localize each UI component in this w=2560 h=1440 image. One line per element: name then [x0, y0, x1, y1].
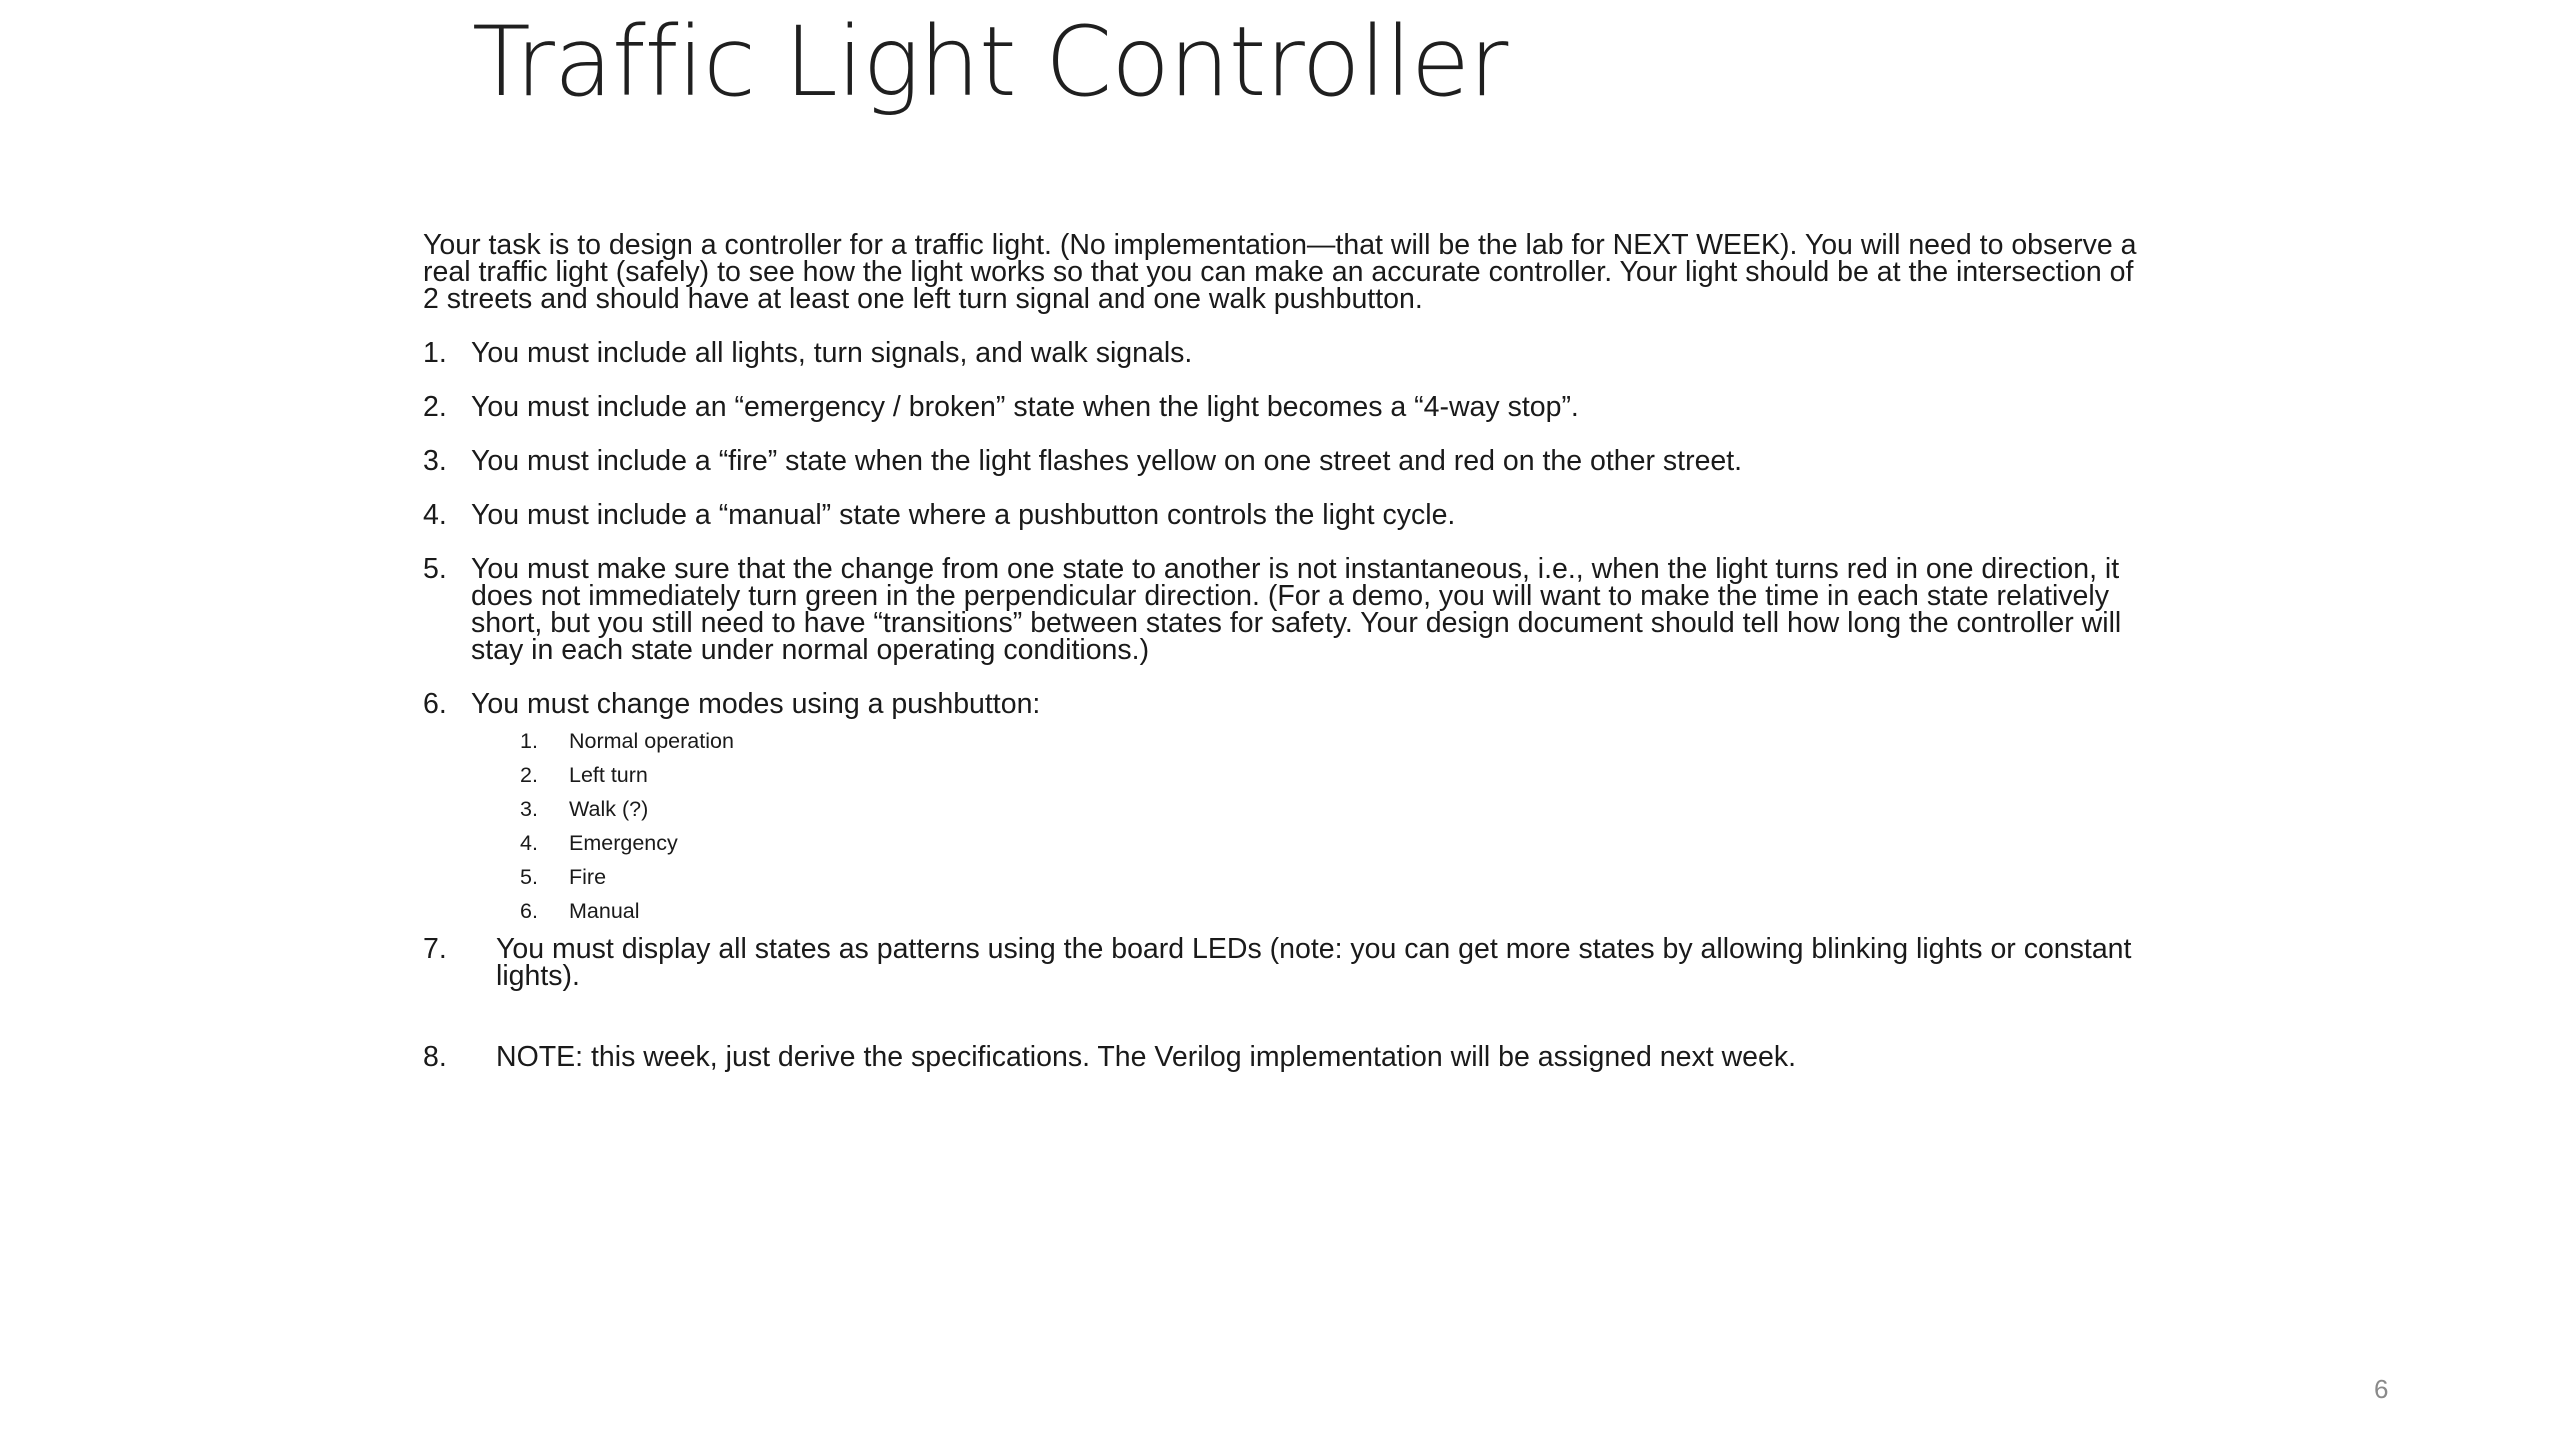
- sub-list-item-text: Normal operation: [569, 729, 734, 753]
- sub-list-item: [520, 792, 2148, 826]
- list-item: [423, 1041, 2148, 1073]
- list-item-text: You must include all lights, turn signals, and walk signals.: [471, 337, 1193, 369]
- list-item-text: You must change modes using a pushbutton:: [471, 688, 1041, 720]
- list-item: [423, 445, 2148, 477]
- sub-list-item-text: Walk (?): [569, 797, 649, 821]
- list-item-text: You must make sure that the change from one state to another is not instantaneous, i.e., when the light turns red in one direction, it does not immediately turn green in the perpendicular direction. (For a demo, you will want to make the time in each state relatively short, but you still need to have “transitions” between states for safety. Your design document should tell how long the controller will stay in each state under normal operating conditions.): [471, 553, 2122, 666]
- sub-list-item: [520, 894, 2148, 928]
- sub-list-item: [520, 826, 2148, 860]
- page-number: 6: [2374, 1374, 2389, 1404]
- sub-list-item: [520, 860, 2148, 894]
- list-item-text: You must include an “emergency / broken” state when the light becomes a “4-way stop”.: [471, 391, 1579, 423]
- sub-list-item-number: 1.: [520, 729, 538, 753]
- sub-list-item-text: Emergency: [569, 831, 678, 855]
- sub-list-item-text: Left turn: [569, 763, 648, 787]
- list-item: [423, 933, 2148, 992]
- sub-list-item-number: 2.: [520, 763, 538, 787]
- sub-list-item: [520, 758, 2148, 792]
- slide-title: Traffic Light Controller: [472, 6, 1508, 118]
- sub-list-item-text: Fire: [569, 865, 607, 889]
- sub-list-item-number: 6.: [520, 899, 538, 923]
- list-item-number: 1.: [423, 337, 447, 369]
- sub-list-item-number: 4.: [520, 831, 538, 855]
- intro-paragraph: Your task is to design a controller for a traffic light. (No implementation—that will be the lab for NEXT WEEK). You will need to observe a real traffic light (safely) to see how the light works so that you can make an accurate controller. Your light should be at the intersection of 2 streets and should have at least one left turn signal and one walk pushbutton.: [423, 229, 2137, 315]
- list-item-number: 7.: [423, 933, 447, 965]
- list-item: [423, 553, 2148, 666]
- list-item-number: 5.: [423, 553, 447, 585]
- list-item: [423, 391, 2148, 423]
- sub-list-item-number: 3.: [520, 797, 538, 821]
- mode-sublist: [520, 724, 2148, 928]
- list-item-text: You must include a “manual” state where a pushbutton controls the light cycle.: [471, 499, 1456, 531]
- list-item: [423, 337, 2148, 369]
- list-item-number: 2.: [423, 391, 447, 423]
- sub-list-item: [520, 724, 2148, 758]
- sub-list-item-text: Manual: [569, 899, 640, 923]
- list-item-text: You must display all states as patterns using the board LEDs (note: you can get more states by allowing blinking lights or constant lights).: [496, 933, 2132, 992]
- list-item-number: 3.: [423, 445, 447, 477]
- sub-list-item-number: 5.: [520, 865, 538, 889]
- slide-body: [423, 229, 2148, 1098]
- requirements-list: [423, 337, 2148, 1073]
- list-item: [423, 499, 2148, 531]
- list-item-number: 6.: [423, 688, 447, 720]
- list-item-number: 8.: [423, 1041, 447, 1073]
- list-item-text: NOTE: this week, just derive the specifications. The Verilog implementation will be assigned next week.: [496, 1041, 1797, 1073]
- list-item-number: 4.: [423, 499, 447, 531]
- list-item-text: You must include a “fire” state when the light flashes yellow on one street and red on the other street.: [471, 445, 1743, 477]
- list-item: [423, 688, 2148, 928]
